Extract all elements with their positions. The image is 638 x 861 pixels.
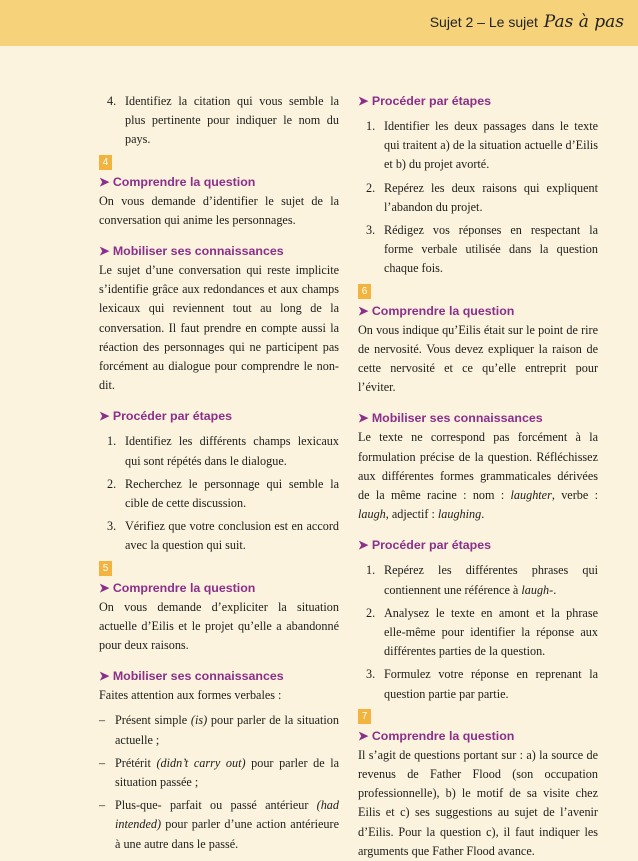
paragraph: On vous demande d’identifier le sujet de la conversation qui anime les personnages. xyxy=(99,193,339,227)
list-item: 3. Vérifiez que votre conclusion est en accord avec la question qui suit. xyxy=(107,519,339,553)
arrow-icon: ➤ xyxy=(358,94,369,108)
paragraph: Le sujet d’une conversation qui reste implicite s’identifie grâce aux redondances et aux champs lexicaux qui reviennent tout au long de la conversation. Il faut prendre en compte aussi la réaction des personnages qui ne participent pas forcément au dialogue pour comprendre le non-dit. xyxy=(99,263,339,393)
section-heading: ➤ Mobiliser ses connaissances xyxy=(358,411,543,426)
arrow-icon: ➤ xyxy=(99,409,110,424)
paragraph: Faites attention aux formes verbales : xyxy=(99,688,282,703)
question-badge-7: 7 xyxy=(358,709,371,724)
list-item: – Plus-que- parfait ou passé antérieur (had intended) pour parler d’une action antérieure à une autre dans le passé. xyxy=(99,796,339,854)
section-heading: ➤ Comprendre la question xyxy=(99,580,256,595)
list-item: 4. Identifiez la citation qui vous semble la plus pertinente pour indiquer le nom du pays. xyxy=(107,94,339,147)
section-heading: ➤ Mobiliser ses connaissances xyxy=(99,244,284,259)
section-heading: ➤ Procéder par étapes xyxy=(99,409,232,424)
section-heading: ➤ Procéder par étapes xyxy=(358,538,491,553)
steps-list xyxy=(358,561,598,703)
arrow-icon: ➤ xyxy=(358,538,369,553)
list-item: 3. Formulez votre réponse en reprenant la question partie par partie. xyxy=(366,667,598,701)
paragraph: On vous demande d’expliciter la situation actuelle d’Eilis et le projet qu’elle a abandonné pour deux raisons. xyxy=(99,599,339,653)
question-badge-6: 6 xyxy=(358,284,371,299)
paragraph: Le texte ne correspond pas forcément à la formulation précise de la question. Réfléchissez aux différentes formes grammaticales dérivées de la même racine : nom : laughter, verbe : laugh, adjectif : laughing. xyxy=(358,430,598,522)
section-heading: ➤ Comprendre la question xyxy=(99,174,256,189)
right-column xyxy=(358,92,598,861)
header-band xyxy=(0,0,638,46)
header-prefix: Sujet 2 – Le sujet xyxy=(429,14,542,30)
left-column xyxy=(99,92,339,854)
question-badge-5: 5 xyxy=(99,561,112,576)
arrow-icon: ➤ xyxy=(99,174,110,189)
arrow-icon: ➤ xyxy=(99,669,110,684)
section-heading: ➤ Comprendre la question xyxy=(358,728,515,743)
arrow-icon: ➤ xyxy=(358,728,369,743)
section-heading: ➤ Mobiliser ses connaissances xyxy=(99,669,284,684)
arrow-icon: ➤ xyxy=(358,411,369,426)
intro-list xyxy=(99,92,339,150)
list-item: 1. Identifier les deux passages dans le texte qui traitent a) de la situation actuelle d’Eilis et b) du projet avorté. xyxy=(366,119,598,172)
list-item: 1. Repérez les différentes phrases qui contiennent une référence à laugh-. xyxy=(366,563,598,597)
verb-forms-list xyxy=(99,711,339,853)
list-item: 2. Recherchez le personnage qui semble la cible de cette discussion. xyxy=(107,476,339,511)
question-badge-4: 4 xyxy=(99,155,112,170)
arrow-icon: ➤ xyxy=(99,244,110,259)
list-item: – Présent simple (is) pour parler de la situation actuelle ; xyxy=(99,711,339,749)
arrow-icon: ➤ xyxy=(358,303,369,318)
steps-list xyxy=(99,432,339,555)
list-item: – Prétérit (didn’t carry out) pour parler de la situation passée ; xyxy=(99,754,339,792)
series-title: Pas à pas xyxy=(543,12,624,32)
list-item: 1. Identifiez les différents champs lexicaux qui sont répétés dans le dialogue. xyxy=(107,434,339,468)
list-item: 2. Analysez le texte en amont et la phrase elle-même pour identifier la réponse aux différentes parties de la question. xyxy=(366,605,598,659)
page-header xyxy=(430,12,624,32)
paragraph: Il s’agit de questions portant sur : a) la source de revenus de Father Flood (son occupation professionnelle), b) le motif de sa visite chez Eilis et c) ses suggestions au sujet de l’avenir d’Eilis. Pour la question c), il faut indiquer les arguments que Father Flood avance. xyxy=(358,747,598,858)
section-heading: ➤ Comprendre la question xyxy=(358,303,515,318)
list-item: 3. Rédigez vos réponses en respectant la forme verbale utilisée dans la question chaque fois. xyxy=(366,223,598,276)
arrow-icon: ➤ xyxy=(99,580,110,595)
list-item: 2. Repérez les deux raisons qui expliquent l’abandon du projet. xyxy=(366,180,598,214)
steps-list xyxy=(358,117,598,279)
section-heading: ➤ Procéder par étapes xyxy=(358,94,491,108)
paragraph: On vous indique qu’Eilis était sur le point de rire de nervosité. Vous devez expliquer la raison de cette nervosité et ce qu’elle entreprit pour l’éviter. xyxy=(358,322,598,395)
